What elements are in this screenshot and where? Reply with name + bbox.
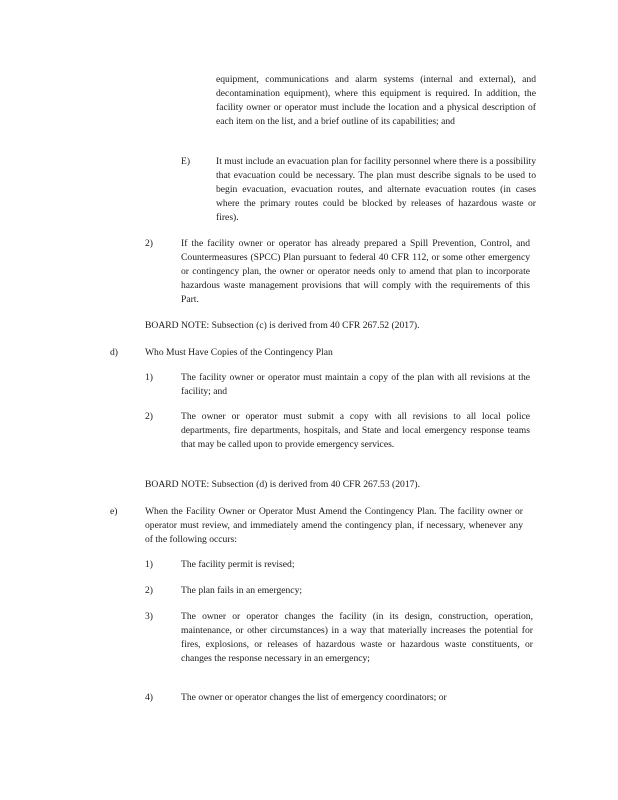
continuation-paragraph: equipment, communications and alarm systems (internal and external), and decontamination equipment), where this equipment is required. In addition, the facility owner or operator must include the location and a physical description of each item on the list, and a brief outline of its capabilities; and [216, 74, 536, 127]
section-d-item-2-text: The owner or operator must submit a copy with all revisions to all local police departments, fire departments, hospitals, and State and local emergency response teams that may be called upon to provide emergency services. [181, 411, 530, 450]
section-d-label: d) [110, 347, 118, 358]
section-e-item-3-label: 3) [145, 611, 153, 622]
item-e-label: E) [181, 156, 191, 167]
section-e-item-2-label: 2) [145, 585, 153, 596]
section-e-text: When the Facility Owner or Operator Must Amend the Contingency Plan. The facility owner or operator must review, and immediately amend the contingency plan, if necessary, whenever any of the following occurs: [145, 506, 523, 545]
section-d-item-2-label: 2) [145, 411, 153, 422]
item-2-spcc-label: 2) [145, 238, 153, 249]
section-e-item-4-label: 4) [145, 692, 153, 703]
section-e-item-1-text: The facility permit is revised; [181, 559, 295, 570]
section-d-item-1-label: 1) [145, 372, 153, 383]
item-e-text: It must include an evacuation plan for facility personnel where there is a possibility that evacuation could be necessary. The plan must describe signals to be used to begin evacuation, evacuation routes, and alternate evacuation routes (in cases where the primary routes could be blocked by releases of hazardous waste or fires). [216, 156, 536, 223]
item-2-spcc-text: If the facility owner or operator has already prepared a Spill Prevention, Control, and Countermeasures (SPCC) Plan pursuant to federal 40 CFR 112, or some other emergency or contingency plan, the owner or operator needs only to amend that plan to incorporate hazardous waste management provisions that will comply with the requirements of this Part. [181, 238, 530, 305]
section-e-item-4-text: The owner or operator changes the list of emergency coordinators; or [181, 692, 447, 703]
section-e-item-3-text: The owner or operator changes the facility (in its design, construction, operation, maintenance, or other circumstances) in a way that materially increases the potential for fires, explosions, or releases of hazardous waste or hazardous waste constituents, or changes the response necessary in an emergency; [181, 611, 533, 664]
section-d-heading: Who Must Have Copies of the Contingency Plan [145, 347, 333, 358]
section-e-item-1-label: 1) [145, 559, 153, 570]
board-note-d: BOARD NOTE: Subsection (d) is derived from 40 CFR 267.53 (2017). [145, 479, 421, 490]
section-d-item-1-text: The facility owner or operator must maintain a copy of the plan with all revisions at the facility; and [181, 372, 530, 397]
section-e-item-2-text: The plan fails in an emergency; [181, 585, 303, 596]
board-note-c: BOARD NOTE: Subsection (c) is derived from 40 CFR 267.52 (2017). [145, 320, 420, 331]
section-e-label: e) [110, 506, 118, 517]
